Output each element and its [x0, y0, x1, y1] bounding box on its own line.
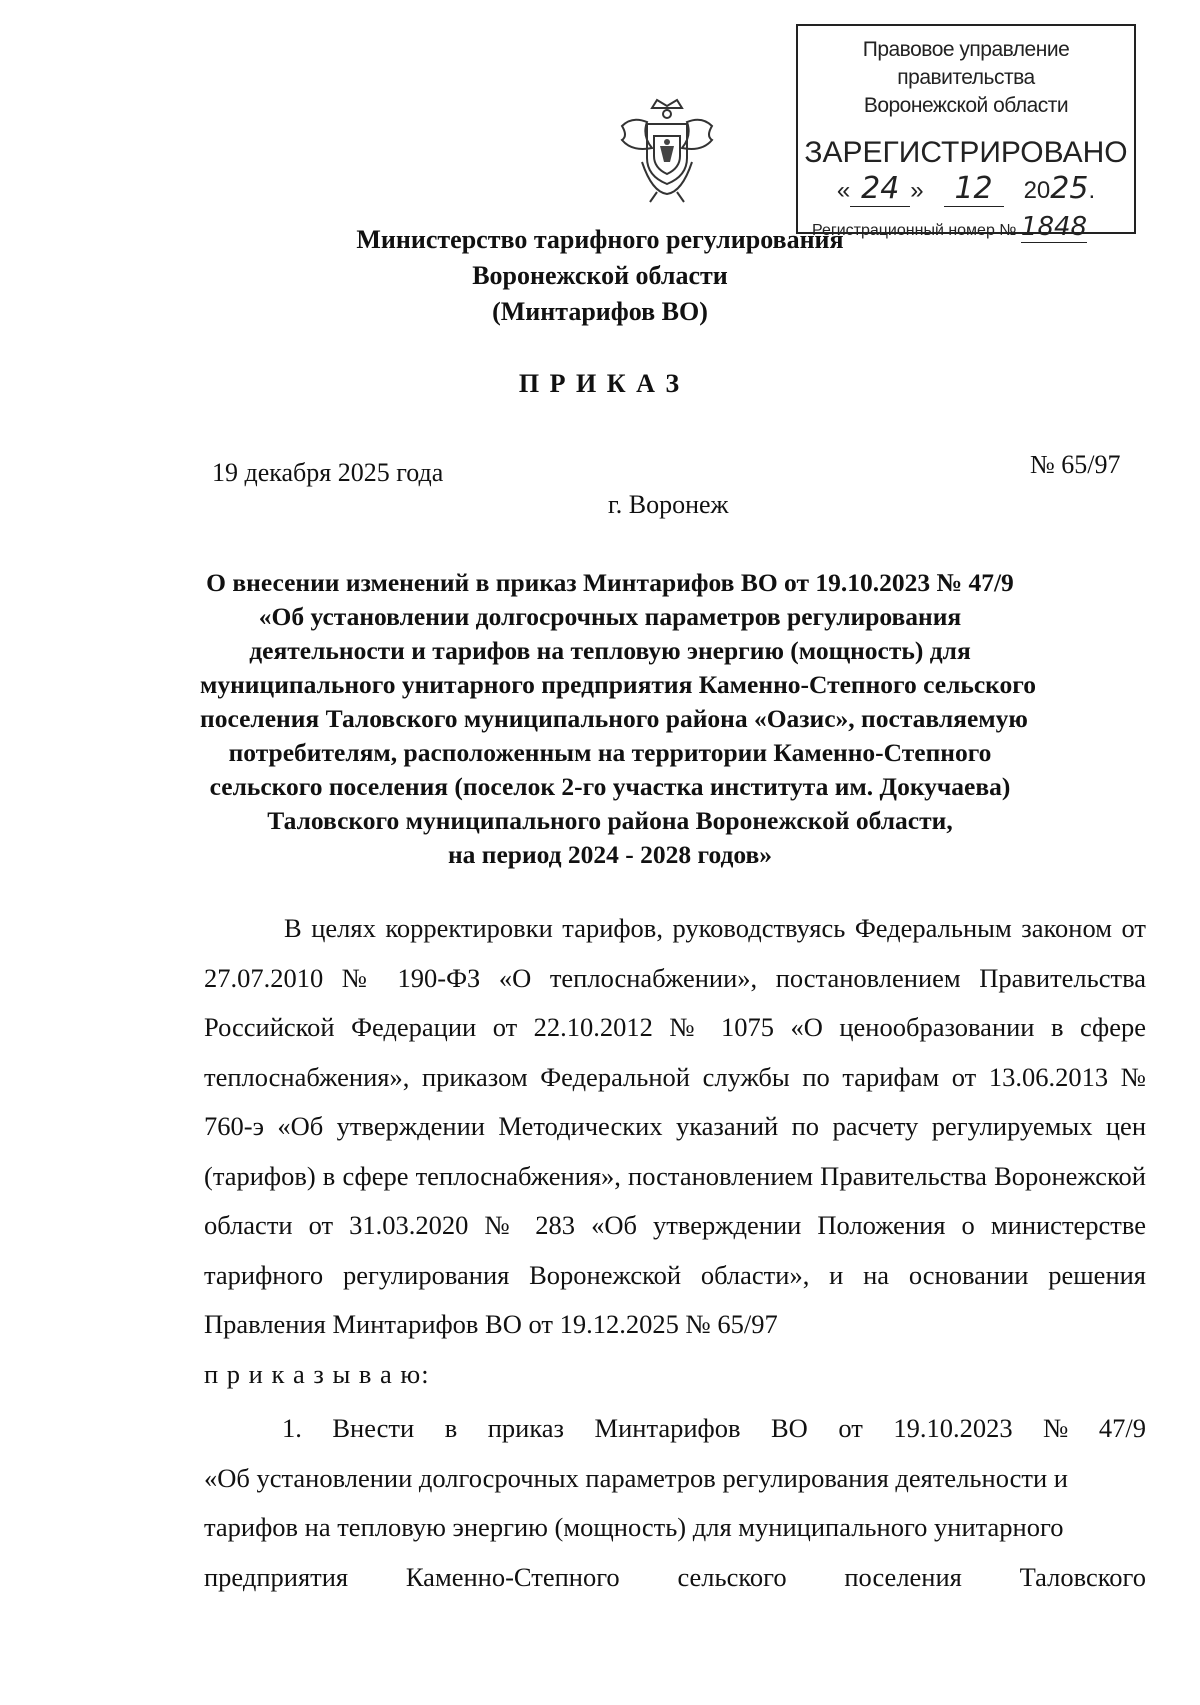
coat-of-arms-icon	[612, 96, 722, 206]
registration-stamp	[796, 24, 1136, 242]
subject-line: потребителям, расположенным на территории Каменно-Степного	[228, 738, 992, 767]
preamble-paragraph	[204, 904, 1146, 1350]
item1-line3: тарифов на тепловую энергию (мощность) для муниципального унитарного	[204, 1512, 1064, 1542]
ministry-line1: Министерство тарифного регулирования	[356, 225, 844, 254]
item1-word: ВО	[771, 1413, 808, 1443]
item1-word: Внести	[332, 1413, 415, 1443]
stamp-org	[798, 36, 1134, 120]
stamp-registered: ЗАРЕГИСТРИРОВАНО	[804, 136, 1128, 169]
item1-word: Таловского	[1019, 1561, 1146, 1592]
stamp-reg-value: 1848	[1020, 212, 1088, 242]
item1-line1	[204, 1404, 1146, 1454]
stamp-date: « 24 » 12 2025.	[836, 171, 1096, 206]
item1-word: поселения	[844, 1561, 962, 1592]
stamp-year-suffix: 25	[1050, 171, 1089, 206]
item1-word: №	[1043, 1413, 1069, 1443]
subject-line: сельского поселения (поселок 2-го участка института им. Докучаева)	[209, 772, 1011, 801]
item1-word: 1.	[282, 1413, 302, 1443]
item1-word: сельского	[677, 1561, 787, 1592]
item1-word: от	[838, 1413, 863, 1443]
subject-line: деятельности и тарифов на тепловую энергию (мощность) для	[249, 636, 971, 665]
stamp-org-line1: Правовое управление правительства	[862, 38, 1070, 89]
item1-word: 19.10.2023	[893, 1413, 1013, 1443]
item1-line2: «Об установлении долгосрочных параметров регулирования деятельности и	[204, 1462, 1068, 1493]
item1-word: в	[444, 1413, 458, 1443]
item1-word: предприятия	[204, 1561, 349, 1592]
subject-line: Таловского муниципального района Воронежской области,	[267, 806, 953, 835]
stamp-reg-label: Регистрационный номер №	[812, 222, 1017, 239]
item1-line4	[204, 1553, 1146, 1603]
subject-line: на период 2024 - 2028 годов»	[447, 840, 773, 869]
subject-line: «Об установлении долгосрочных параметров регулирования	[258, 602, 962, 631]
subject-line: О внесении изменений в приказ Минтарифов ВО от 19.10.2023 № 47/9	[206, 568, 1014, 597]
item1	[204, 1404, 1146, 1602]
subject-line: муниципального унитарного предприятия Каменно-Степного сельского	[200, 670, 1036, 699]
item1-word: приказ	[487, 1413, 565, 1443]
subject-line: поселения Таловского муниципального района «Оазис», поставляемую	[200, 704, 1028, 733]
order-city: г. Воронеж	[608, 490, 729, 519]
stamp-org-line2: Воронежской области	[863, 94, 1069, 117]
item1-word: Минтарифов	[594, 1413, 741, 1443]
ministry-line2: Воронежской области	[472, 261, 728, 290]
stamp-month: 12	[944, 171, 1004, 207]
item1-word: 47/9	[1098, 1413, 1146, 1443]
order-number: № 65/97	[1030, 450, 1121, 479]
preamble-text: В целях корректировки тарифов, руководствуясь Федеральным законом от 27.07.2010 № 190-ФЗ «О теплоснабжении», постановлением Правительства Российской Федерации от 22.10.2012 № 1075 «О ценообразовании в сфере теплоснабжения», приказом Федеральной службы по тарифам от 13.06.2013 № 760-э «Об утверждении Методических указаний по расчету регулируемых цен (тарифов) в сфере теплоснабжения», постановлением Правительства Воронежской области от 31.03.2020 № 283 «Об утверждении Положения о министерстве тарифного регулирования Воронежской области», и на основании решения Правления Минтарифов ВО от 19.12.2025 № 65/97	[204, 913, 1146, 1339]
doc-type-title: П Р И К А З	[518, 369, 682, 398]
order-subject	[200, 566, 1036, 872]
order-word: п р и к а з ы в а ю:	[204, 1359, 430, 1389]
order-date: 19 декабря 2025 года	[212, 458, 444, 487]
item1-word: Каменно-Степного	[405, 1561, 620, 1592]
stamp-day: 24	[850, 171, 910, 207]
ministry-line3: (Минтарифов ВО)	[492, 297, 708, 326]
stamp-year-prefix: 20	[1023, 177, 1051, 204]
